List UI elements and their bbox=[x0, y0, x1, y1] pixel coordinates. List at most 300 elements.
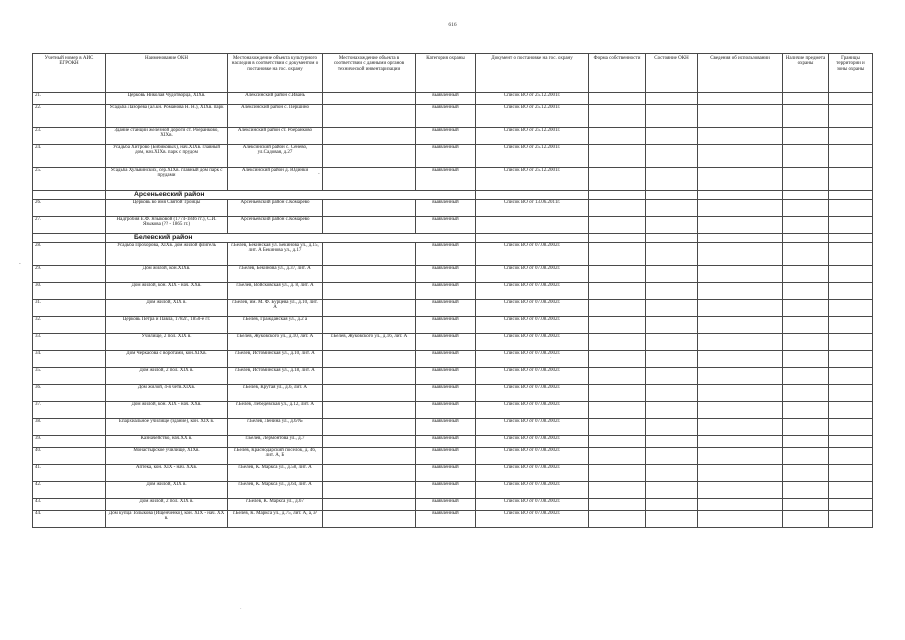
protection-subject-cell bbox=[783, 243, 829, 266]
document-cell: Список ВО от 07.08.2002г. bbox=[476, 317, 589, 334]
usage-cell bbox=[698, 217, 783, 234]
object-name-cell: Училище, 2 пол. XIX в. bbox=[106, 334, 228, 351]
inventory-location-cell bbox=[323, 465, 416, 482]
inventory-location-cell bbox=[323, 436, 416, 448]
document-cell: Список ВО от 07.08.2002г. bbox=[476, 243, 589, 266]
record-number-cell: 22. bbox=[33, 105, 106, 128]
inventory-location-cell bbox=[323, 105, 416, 128]
table-body bbox=[33, 93, 873, 528]
protection-subject-cell bbox=[783, 283, 829, 300]
usage-cell bbox=[698, 482, 783, 499]
protection-category-cell: выявленный bbox=[416, 511, 476, 528]
location-cell: г.Белёв, Войсковская ул., д. 8, лит. А bbox=[228, 283, 323, 300]
object-name-cell: Усадьба Лазорева (ал.кн. Романова Н. Н.), XIXв. парк bbox=[106, 105, 228, 128]
empty-cell bbox=[698, 191, 783, 200]
condition-cell bbox=[646, 283, 698, 300]
condition-cell bbox=[646, 419, 698, 436]
inventory-location-cell bbox=[323, 283, 416, 300]
boundaries-cell bbox=[829, 385, 873, 402]
ownership-cell bbox=[589, 217, 646, 234]
document-cell: Список ВО от 07.08.2002г. bbox=[476, 465, 589, 482]
table-row bbox=[33, 465, 873, 482]
boundaries-cell bbox=[829, 511, 873, 528]
district-num-cell bbox=[33, 191, 106, 200]
ownership-cell bbox=[589, 402, 646, 419]
protection-subject-cell bbox=[783, 465, 829, 482]
ownership-cell bbox=[589, 105, 646, 128]
object-name-cell: Дом жилой, кон. XIX - нач. XXв. bbox=[106, 402, 228, 419]
usage-cell bbox=[698, 283, 783, 300]
empty-cell bbox=[829, 191, 873, 200]
margin-dash-mark: - bbox=[318, 172, 320, 177]
condition-cell bbox=[646, 448, 698, 465]
location-cell: г.Белёв, Краснодарский поселок, д. 46, лит. А, Б bbox=[228, 448, 323, 465]
protection-subject-cell bbox=[783, 402, 829, 419]
usage-cell bbox=[698, 266, 783, 283]
inventory-location-cell bbox=[323, 168, 416, 191]
protection-subject-cell bbox=[783, 448, 829, 465]
empty-cell bbox=[589, 234, 646, 243]
protection-category-cell: выявленный bbox=[416, 317, 476, 334]
table-row bbox=[33, 93, 873, 105]
record-number-cell: 40. bbox=[33, 448, 106, 465]
header-cell: Наличие предмета охраны bbox=[783, 54, 829, 93]
inventory-location-cell bbox=[323, 499, 416, 511]
record-number-cell: 44. bbox=[33, 511, 106, 528]
record-number-cell: 27. bbox=[33, 217, 106, 234]
object-name-cell: Здание станции железной дороги ст. Роеранково, XIXв. bbox=[106, 128, 228, 145]
ownership-cell bbox=[589, 317, 646, 334]
record-number-cell: 36. bbox=[33, 385, 106, 402]
protection-category-cell: выявленный bbox=[416, 419, 476, 436]
location-cell: г.Белёв, Жуковского ул., д.10, лит. А bbox=[228, 334, 323, 351]
usage-cell bbox=[698, 499, 783, 511]
header-cell: Наименование ОКН bbox=[106, 54, 228, 93]
protection-category-cell: выявленный bbox=[416, 145, 476, 168]
district-header-row bbox=[33, 234, 873, 243]
object-name-cell: Церковь во имя Святой Троицы bbox=[106, 200, 228, 217]
usage-cell bbox=[698, 200, 783, 217]
table-row bbox=[33, 385, 873, 402]
document-cell: Список ВО от 07.08.2002г. bbox=[476, 283, 589, 300]
protection-subject-cell bbox=[783, 217, 829, 234]
object-name-cell: Дом купца Толыкова (Ищенченко), кон. XIX - нач. XX в. bbox=[106, 511, 228, 528]
table-row bbox=[33, 511, 873, 528]
document-cell: Список ВО от 07.08.2002г. bbox=[476, 385, 589, 402]
record-number-cell: 29. bbox=[33, 266, 106, 283]
boundaries-cell bbox=[829, 482, 873, 499]
condition-cell bbox=[646, 402, 698, 419]
protection-category-cell: выявленный bbox=[416, 300, 476, 317]
protection-subject-cell bbox=[783, 482, 829, 499]
header-cell: Форма собственности bbox=[589, 54, 646, 93]
condition-cell bbox=[646, 499, 698, 511]
ownership-cell bbox=[589, 283, 646, 300]
document-cell: Список ВО от 25.12.2001г. bbox=[476, 93, 589, 105]
inventory-location-cell bbox=[323, 266, 416, 283]
location-cell: Алексинский район с. Сенево, ул.Садовая, д.27 bbox=[228, 145, 323, 168]
location-cell: г.Белёв, Истоминская ул., д.10, лит. А bbox=[228, 351, 323, 368]
condition-cell bbox=[646, 105, 698, 128]
ownership-cell bbox=[589, 200, 646, 217]
table-row bbox=[33, 283, 873, 300]
boundaries-cell bbox=[829, 168, 873, 191]
ownership-cell bbox=[589, 465, 646, 482]
location-cell: г.Белёв, Крутая ул., д.6, лит. А bbox=[228, 385, 323, 402]
district-name: Белевский район bbox=[106, 234, 476, 243]
condition-cell bbox=[646, 482, 698, 499]
page-number: 616 bbox=[448, 22, 457, 28]
header-cell: Документ о постановке на гос. охрану bbox=[476, 54, 589, 93]
object-name-cell: Казначейство, нач.XX в. bbox=[106, 436, 228, 448]
protection-category-cell: выявленный bbox=[416, 334, 476, 351]
table-row bbox=[33, 168, 873, 191]
document-cell: Список ВО от 07.08.2002г. bbox=[476, 351, 589, 368]
empty-cell bbox=[476, 234, 589, 243]
document-cell: Список ВО от 07.08.2002г. bbox=[476, 448, 589, 465]
header-cell: Категория охраны bbox=[416, 54, 476, 93]
protection-category-cell: выявленный bbox=[416, 402, 476, 419]
protection-subject-cell bbox=[783, 145, 829, 168]
protection-subject-cell bbox=[783, 351, 829, 368]
location-cell: г.Белёв, им. М. Ф. Бурцева ул., д.10, лит. А bbox=[228, 300, 323, 317]
protection-subject-cell bbox=[783, 105, 829, 128]
footer-dot-mark: · bbox=[240, 607, 242, 612]
protection-category-cell: выявленный bbox=[416, 243, 476, 266]
ownership-cell bbox=[589, 511, 646, 528]
usage-cell bbox=[698, 465, 783, 482]
document-cell: Список ВО от 07.08.2002г. bbox=[476, 334, 589, 351]
table-header-row bbox=[33, 54, 873, 93]
condition-cell bbox=[646, 200, 698, 217]
location-cell: Алексинский район с.Ивань bbox=[228, 93, 323, 105]
margin-dot-mark: · bbox=[550, 356, 552, 361]
usage-cell bbox=[698, 243, 783, 266]
table-row bbox=[33, 499, 873, 511]
condition-cell bbox=[646, 385, 698, 402]
record-number-cell: 21. bbox=[33, 93, 106, 105]
inventory-location-cell bbox=[323, 128, 416, 145]
condition-cell bbox=[646, 368, 698, 385]
ownership-cell bbox=[589, 419, 646, 436]
ownership-cell bbox=[589, 266, 646, 283]
ownership-cell bbox=[589, 436, 646, 448]
usage-cell bbox=[698, 93, 783, 105]
object-name-cell: Церковь Николая Чудотворца, XIXв. bbox=[106, 93, 228, 105]
protection-category-cell: выявленный bbox=[416, 368, 476, 385]
document-cell: Список ВО от 07.08.2002г. bbox=[476, 511, 589, 528]
location-cell: г.Белёв, Бекинская ул. Бекинова ул., д.15, лит. А Бекинова ул., д.17 bbox=[228, 243, 323, 266]
inventory-location-cell bbox=[323, 217, 416, 234]
header-cell: Местонахождение объекта культурного наследия в соответствии с документом о постановке на гос. охрану bbox=[228, 54, 323, 93]
inventory-location-cell bbox=[323, 511, 416, 528]
location-cell: Алексинский район ст. Роеранково bbox=[228, 128, 323, 145]
usage-cell bbox=[698, 368, 783, 385]
document-cell bbox=[476, 217, 589, 234]
document-cell: Список ВО от 07.08.2002г. bbox=[476, 499, 589, 511]
condition-cell bbox=[646, 317, 698, 334]
protection-subject-cell bbox=[783, 200, 829, 217]
boundaries-cell bbox=[829, 283, 873, 300]
location-cell: Арсеньевский район с.Комарево bbox=[228, 200, 323, 217]
protection-category-cell: выявленный bbox=[416, 351, 476, 368]
heritage-register-table bbox=[32, 53, 873, 528]
usage-cell bbox=[698, 168, 783, 191]
header-cell: Учетный номер в АИС ЕГРОКН bbox=[33, 54, 106, 93]
table-row bbox=[33, 419, 873, 436]
condition-cell bbox=[646, 128, 698, 145]
table-row bbox=[33, 351, 873, 368]
usage-cell bbox=[698, 334, 783, 351]
object-name-cell: Дом жилой, кон.XIXв. bbox=[106, 266, 228, 283]
ownership-cell bbox=[589, 499, 646, 511]
empty-cell bbox=[589, 191, 646, 200]
condition-cell bbox=[646, 465, 698, 482]
ownership-cell bbox=[589, 93, 646, 105]
ownership-cell bbox=[589, 300, 646, 317]
record-number-cell: 35. bbox=[33, 368, 106, 385]
object-name-cell: Дом жилой, 4-я четв.XIXв. bbox=[106, 385, 228, 402]
boundaries-cell bbox=[829, 402, 873, 419]
record-number-cell: 39. bbox=[33, 436, 106, 448]
boundaries-cell bbox=[829, 145, 873, 168]
table-row bbox=[33, 217, 873, 234]
location-cell: г.Белёв, Лебедевская ул., д.12, лит. А bbox=[228, 402, 323, 419]
protection-subject-cell bbox=[783, 499, 829, 511]
inventory-location-cell bbox=[323, 93, 416, 105]
usage-cell bbox=[698, 436, 783, 448]
inventory-location-cell bbox=[323, 419, 416, 436]
object-name-cell: Усадьба Прохорова, XIXв. дом жилой флигель bbox=[106, 243, 228, 266]
protection-subject-cell bbox=[783, 419, 829, 436]
object-name-cell: Церковь Петра и Павла, 1782г., 1850-е гг. bbox=[106, 317, 228, 334]
protection-category-cell: выявленный bbox=[416, 168, 476, 191]
record-number-cell: 30. bbox=[33, 283, 106, 300]
boundaries-cell bbox=[829, 300, 873, 317]
header-cell: Границы территории и зоны охраны bbox=[829, 54, 873, 93]
object-name-cell: Дом жилой, 2 пол. XIX в. bbox=[106, 499, 228, 511]
condition-cell bbox=[646, 145, 698, 168]
record-number-cell: 38. bbox=[33, 419, 106, 436]
object-name-cell: Дом жилой, 2 пол. XIX в. bbox=[106, 368, 228, 385]
inventory-location-cell bbox=[323, 402, 416, 419]
location-cell: г.Белёв, Лермонтова ул., д.7 bbox=[228, 436, 323, 448]
district-num-cell bbox=[33, 234, 106, 243]
protection-category-cell: выявленный bbox=[416, 266, 476, 283]
district-header-row bbox=[33, 191, 873, 200]
object-name-cell: Усадьба Хитрово (Бибиковых), нач.XIXв. главный дом, нач.XIXв. парк с прудом bbox=[106, 145, 228, 168]
inventory-location-cell bbox=[323, 385, 416, 402]
protection-category-cell: выявленный bbox=[416, 385, 476, 402]
empty-cell bbox=[698, 234, 783, 243]
empty-cell bbox=[829, 234, 873, 243]
location-cell: г.Белёв, К. Маркса ул., д.64, лит. А bbox=[228, 482, 323, 499]
location-cell: Алексинский район д. Юдинки bbox=[228, 168, 323, 191]
document-cell: Список ВО от 07.08.2002г. bbox=[476, 419, 589, 436]
boundaries-cell bbox=[829, 217, 873, 234]
condition-cell bbox=[646, 217, 698, 234]
boundaries-cell bbox=[829, 419, 873, 436]
protection-category-cell: выявленный bbox=[416, 105, 476, 128]
empty-cell bbox=[646, 191, 698, 200]
location-cell: г.Белёв, К. Маркса ул., д.75, лит. А, а, а¹ bbox=[228, 511, 323, 528]
boundaries-cell bbox=[829, 200, 873, 217]
inventory-location-cell bbox=[323, 351, 416, 368]
protection-subject-cell bbox=[783, 93, 829, 105]
table-row bbox=[33, 243, 873, 266]
protection-category-cell: выявленный bbox=[416, 93, 476, 105]
inventory-location-cell: г.Белёв, Жуковского ул., д.16, лит. А bbox=[323, 334, 416, 351]
margin-dash-mark: - bbox=[19, 262, 21, 267]
boundaries-cell bbox=[829, 436, 873, 448]
header-cell: Состояние ОКН bbox=[646, 54, 698, 93]
table-row bbox=[33, 436, 873, 448]
document-cell: Список ВО от 07.08.2002г. bbox=[476, 266, 589, 283]
object-name-cell: Аптека, кон. XIX - нач. XXв. bbox=[106, 465, 228, 482]
empty-cell bbox=[783, 191, 829, 200]
protection-category-cell: выявленный bbox=[416, 283, 476, 300]
protection-category-cell: выявленный bbox=[416, 128, 476, 145]
document-cell: Список ВО от 25.12.2001г. bbox=[476, 168, 589, 191]
protection-category-cell: выявленный bbox=[416, 465, 476, 482]
usage-cell bbox=[698, 385, 783, 402]
document-cell: Список ВО от 07.08.2002г. bbox=[476, 300, 589, 317]
condition-cell bbox=[646, 436, 698, 448]
inventory-location-cell bbox=[323, 317, 416, 334]
boundaries-cell bbox=[829, 93, 873, 105]
condition-cell bbox=[646, 334, 698, 351]
object-name-cell: Надгробия Е.Ф. Языковой (1774-1846 гг.), С.И. Языкова (?? - 1865 гг.) bbox=[106, 217, 228, 234]
location-cell: г.Белёв, Ленина ул., д.6/№ bbox=[228, 419, 323, 436]
inventory-location-cell bbox=[323, 145, 416, 168]
inventory-location-cell bbox=[323, 200, 416, 217]
record-number-cell: 34. bbox=[33, 351, 106, 368]
boundaries-cell bbox=[829, 266, 873, 283]
table-row bbox=[33, 334, 873, 351]
protection-subject-cell bbox=[783, 334, 829, 351]
ownership-cell bbox=[589, 385, 646, 402]
document-cell: Список ВО от 25.12.2001г. bbox=[476, 105, 589, 128]
record-number-cell: 26. bbox=[33, 200, 106, 217]
empty-cell bbox=[476, 191, 589, 200]
table-row bbox=[33, 317, 873, 334]
condition-cell bbox=[646, 266, 698, 283]
header-cell: Сведения об использовании bbox=[698, 54, 783, 93]
ownership-cell bbox=[589, 334, 646, 351]
usage-cell bbox=[698, 419, 783, 436]
location-cell: Алексинский район с. Першино bbox=[228, 105, 323, 128]
ownership-cell bbox=[589, 368, 646, 385]
inventory-location-cell bbox=[323, 448, 416, 465]
record-number-cell: 33. bbox=[33, 334, 106, 351]
document-cell: Список ВО от 25.12.2001г. bbox=[476, 128, 589, 145]
boundaries-cell bbox=[829, 351, 873, 368]
usage-cell bbox=[698, 448, 783, 465]
object-name-cell: Дом жилой, XIX в. bbox=[106, 482, 228, 499]
record-number-cell: 43. bbox=[33, 499, 106, 511]
empty-cell bbox=[783, 234, 829, 243]
table-row bbox=[33, 448, 873, 465]
document-cell: Список ВО от 07.08.2002г. bbox=[476, 368, 589, 385]
ownership-cell bbox=[589, 351, 646, 368]
condition-cell bbox=[646, 93, 698, 105]
location-cell: г.Белёв, Бекинова ул., д.37, лит. А bbox=[228, 266, 323, 283]
condition-cell bbox=[646, 511, 698, 528]
condition-cell bbox=[646, 351, 698, 368]
table-row bbox=[33, 368, 873, 385]
protection-category-cell: выявленный bbox=[416, 482, 476, 499]
table-row bbox=[33, 300, 873, 317]
ownership-cell bbox=[589, 243, 646, 266]
protection-category-cell: выявленный bbox=[416, 217, 476, 234]
protection-subject-cell bbox=[783, 266, 829, 283]
record-number-cell: 28. bbox=[33, 243, 106, 266]
table-row bbox=[33, 105, 873, 128]
usage-cell bbox=[698, 351, 783, 368]
ownership-cell bbox=[589, 448, 646, 465]
record-number-cell: 25. bbox=[33, 168, 106, 191]
district-name: Арсеньевский район bbox=[106, 191, 476, 200]
document-cell: Список ВО от 07.08.2002г. bbox=[476, 436, 589, 448]
record-number-cell: 24. bbox=[33, 145, 106, 168]
document-cell: Список ВО от 07.08.2002г. bbox=[476, 482, 589, 499]
usage-cell bbox=[698, 300, 783, 317]
object-name-cell: Монастырское училище, XIXв. bbox=[106, 448, 228, 465]
location-cell: Арсеньевский район с.Комарево bbox=[228, 217, 323, 234]
object-name-cell: Дом жилой, XIX в. bbox=[106, 300, 228, 317]
location-cell: г.Белёв, К. Маркса ул., д.58, лит. А bbox=[228, 465, 323, 482]
boundaries-cell bbox=[829, 105, 873, 128]
protection-subject-cell bbox=[783, 511, 829, 528]
usage-cell bbox=[698, 128, 783, 145]
protection-subject-cell bbox=[783, 385, 829, 402]
table-row bbox=[33, 402, 873, 419]
table-row bbox=[33, 200, 873, 217]
usage-cell bbox=[698, 511, 783, 528]
protection-category-cell: выявленный bbox=[416, 436, 476, 448]
inventory-location-cell bbox=[323, 243, 416, 266]
object-name-cell: Усадьба Хульвинских, сер.XIXв. главный дом парк с прудами bbox=[106, 168, 228, 191]
ownership-cell bbox=[589, 168, 646, 191]
location-cell: г.Белёв, Истоминская ул., д.18, лит. А bbox=[228, 368, 323, 385]
object-name-cell: Дом Черкасова с воротами, кон.XIXв. bbox=[106, 351, 228, 368]
usage-cell bbox=[698, 317, 783, 334]
boundaries-cell bbox=[829, 243, 873, 266]
record-number-cell: 31. bbox=[33, 300, 106, 317]
table-row bbox=[33, 128, 873, 145]
table-row bbox=[33, 145, 873, 168]
object-name-cell: Епархиальное училище (здание), кон. XIX в. bbox=[106, 419, 228, 436]
boundaries-cell bbox=[829, 499, 873, 511]
record-number-cell: 41. bbox=[33, 465, 106, 482]
protection-category-cell: выявленный bbox=[416, 499, 476, 511]
object-name-cell: Дом жилой, кон. XIX - нач. XXв. bbox=[106, 283, 228, 300]
protection-subject-cell bbox=[783, 368, 829, 385]
record-number-cell: 42. bbox=[33, 482, 106, 499]
document-cell: Список ВО от 13.06.2011г. bbox=[476, 200, 589, 217]
header-cell: Местонахождение объекта в соответствии с данными органов технической инвентаризации bbox=[323, 54, 416, 93]
inventory-location-cell bbox=[323, 482, 416, 499]
protection-category-cell: выявленный bbox=[416, 448, 476, 465]
condition-cell bbox=[646, 168, 698, 191]
boundaries-cell bbox=[829, 368, 873, 385]
inventory-location-cell bbox=[323, 300, 416, 317]
document-cell: Список ВО от 25.12.2001г. bbox=[476, 145, 589, 168]
protection-category-cell: выявленный bbox=[416, 200, 476, 217]
table-row bbox=[33, 266, 873, 283]
usage-cell bbox=[698, 105, 783, 128]
record-number-cell: 32. bbox=[33, 317, 106, 334]
